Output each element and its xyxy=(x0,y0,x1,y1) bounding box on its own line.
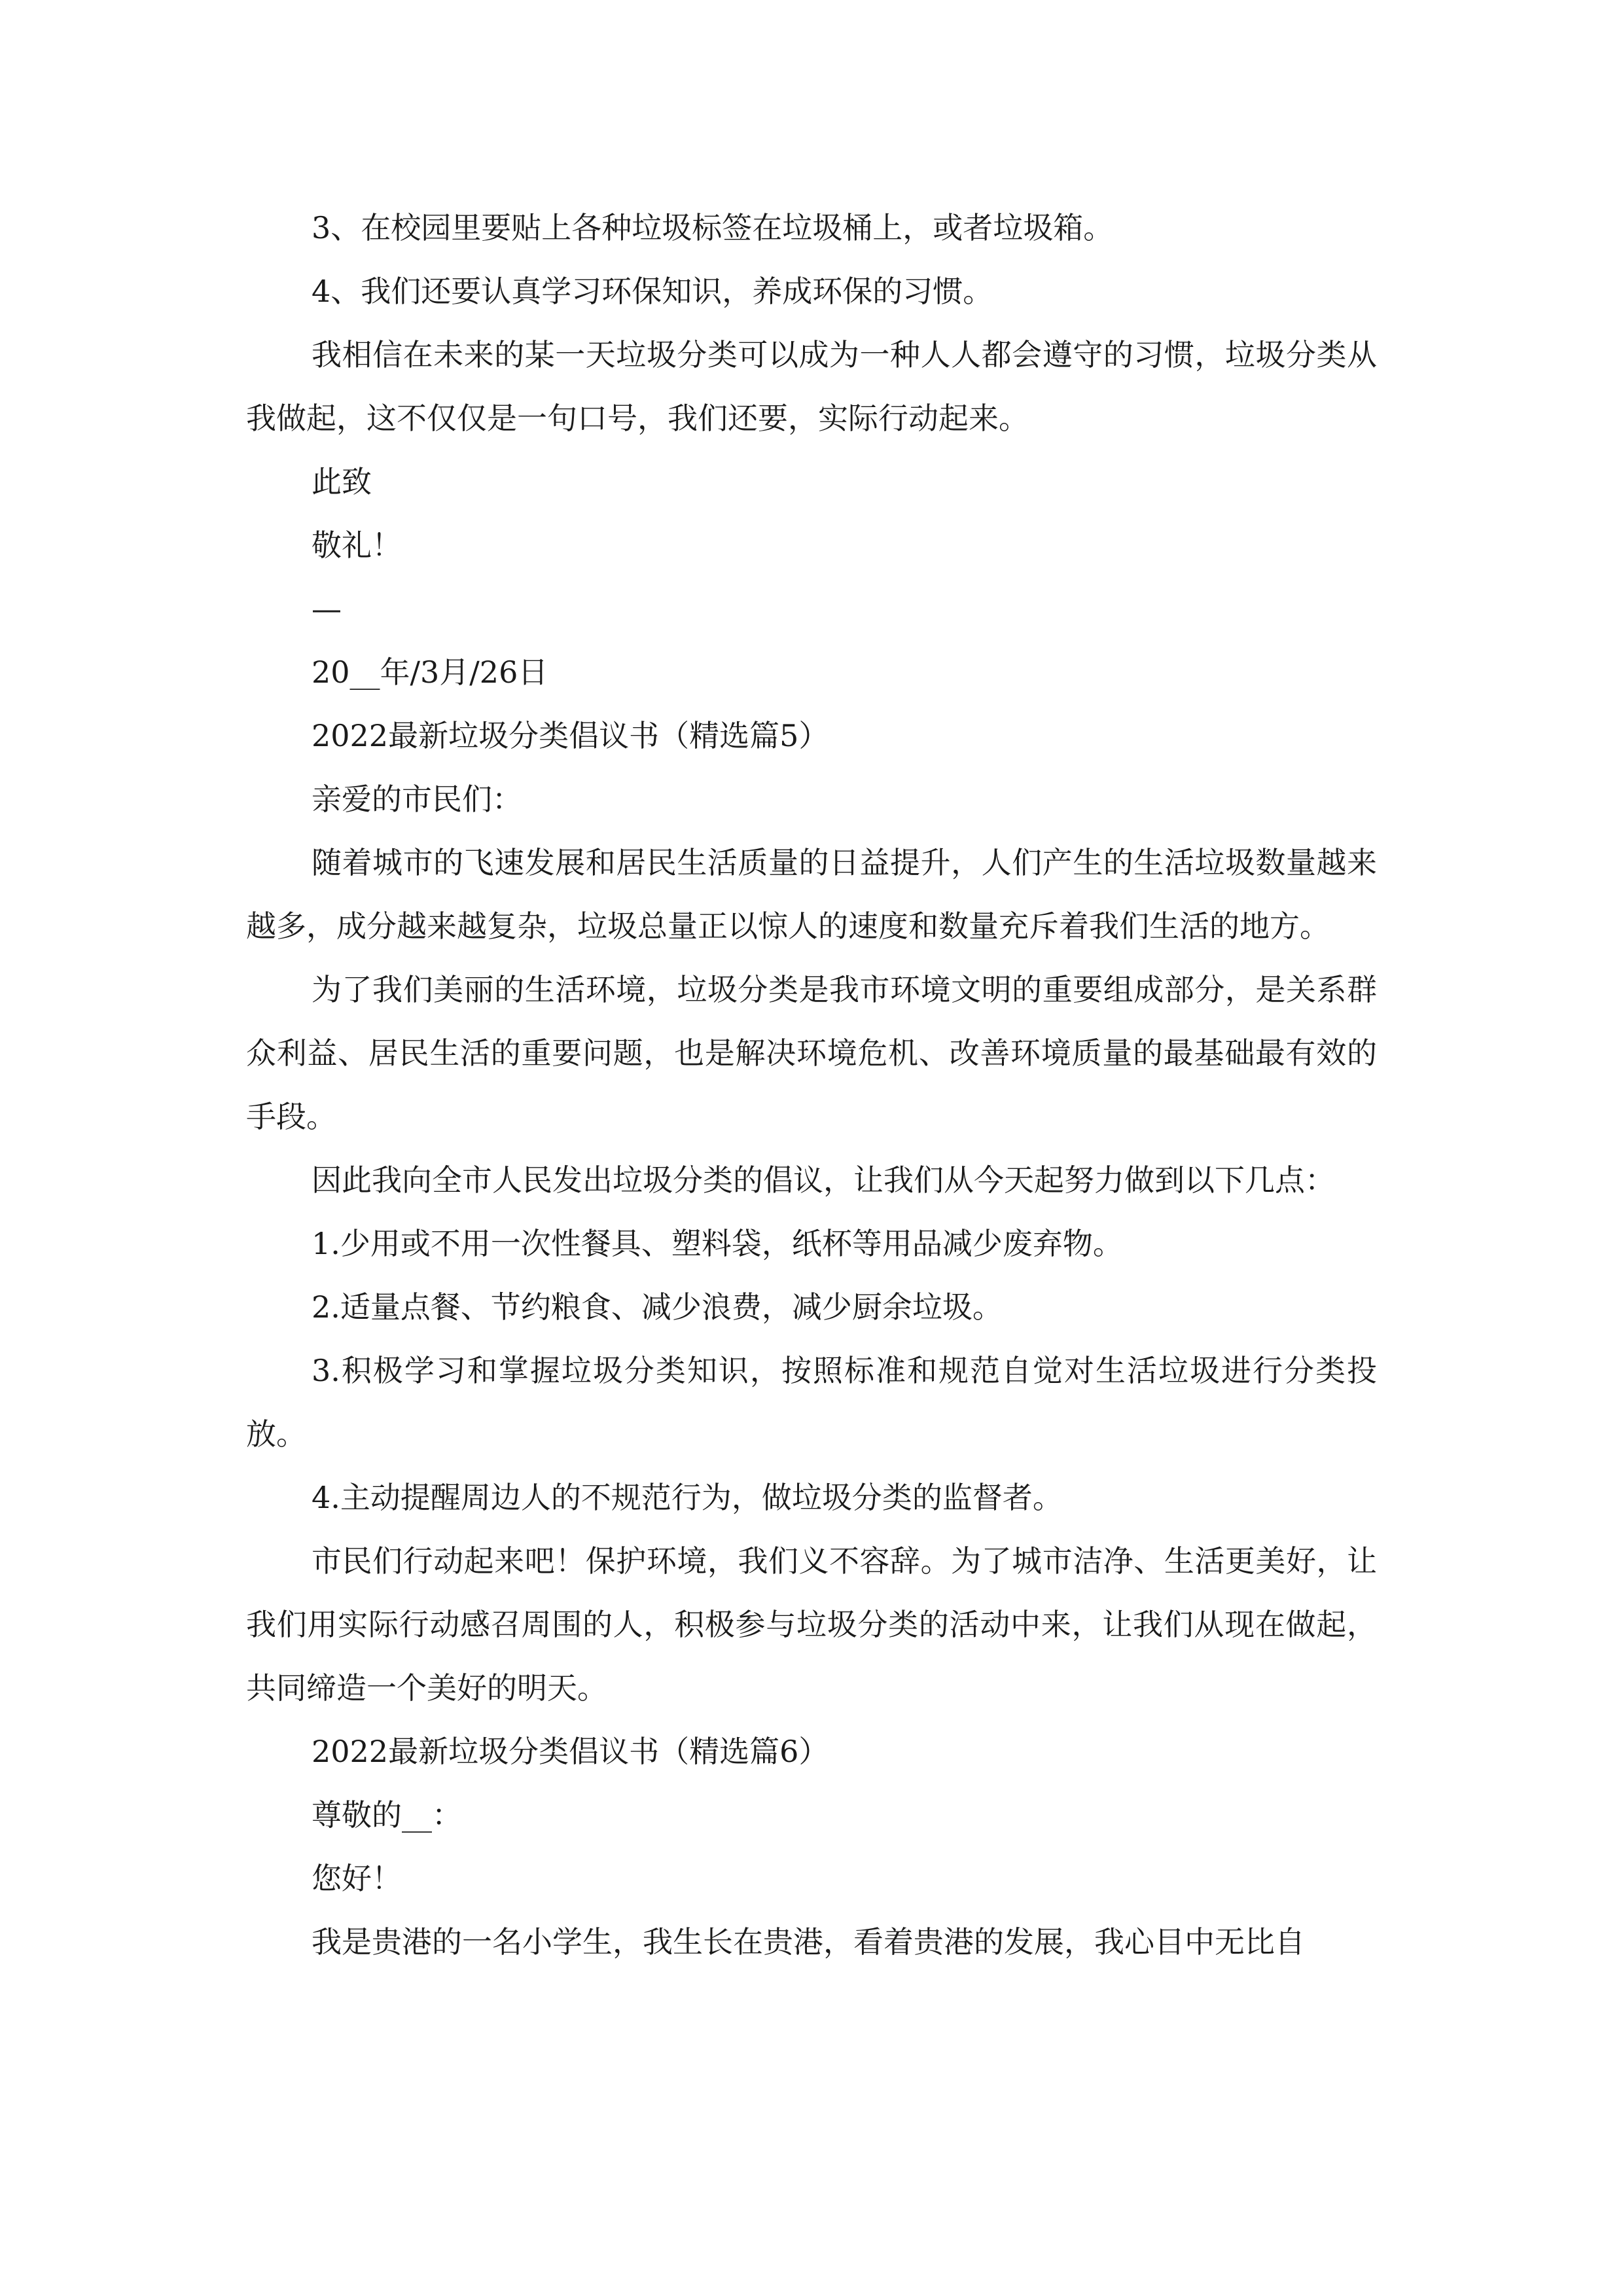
section-5-item-2: 2.适量点餐、节约粮食、减少浪费，减少厨余垃圾。 xyxy=(312,1289,1003,1325)
salutation-jingli: 敬礼！ xyxy=(312,528,402,563)
section-6-greeting: 尊敬的__： xyxy=(312,1797,462,1833)
salutation-cizhi: 此致 xyxy=(312,464,372,499)
section-6-title: 2022最新垃圾分类倡议书（精选篇6） xyxy=(312,1734,829,1769)
section-5-paragraph-2: 为了我们美丽的生活环境，垃圾分类是我市环境文明的重要组成部分，是关系群众利益、居民生活的重要问题，也是解决环境危机、改善环境质量的最基础最有效的手段。 xyxy=(246,972,1377,1134)
section-5-item-4: 4.主动提醒周边人的不规范行为，做垃圾分类的监督者。 xyxy=(312,1480,1063,1515)
section-5-greeting: 亲爱的市民们： xyxy=(312,781,522,817)
list-item-3: 3、在校园里要贴上各种垃圾标签在垃圾桶上，或者垃圾箱。 xyxy=(312,210,1114,245)
section-5-paragraph-3: 因此我向全市人民发出垃圾分类的倡议，让我们从今天起努力做到以下几点： xyxy=(312,1162,1335,1198)
section-5-item-1: 1.少用或不用一次性餐具、塑料袋，纸杯等用品减少废弃物。 xyxy=(312,1226,1123,1261)
list-item-4: 4、我们还要认真学习环保知识，养成环保的习惯。 xyxy=(312,274,993,309)
closing-paragraph: 我相信在未来的某一天垃圾分类可以成为一种人人都会遵守的习惯，垃圾分类从我做起，这不仅仅是一句口号，我们还要，实际行动起来。 xyxy=(246,337,1377,436)
date: 20__年/3月/26日 xyxy=(312,655,548,690)
document-page xyxy=(246,196,1377,1974)
section-5-item-3: 3.积极学习和掌握垃圾分类知识，按照标准和规范自觉对生活垃圾进行分类投放。 xyxy=(246,1353,1377,1452)
section-6-hello: 您好！ xyxy=(312,1861,402,1896)
signature: — xyxy=(312,591,342,626)
section-5-title: 2022最新垃圾分类倡议书（精选篇5） xyxy=(312,718,829,753)
section-6-paragraph-1: 我是贵港的一名小学生，我生长在贵港，看着贵港的发展，我心目中无比自 xyxy=(312,1924,1305,1960)
section-5-paragraph-4: 市民们行动起来吧！保护环境，我们义不容辞。为了城市洁净、生活更美好，让我们用实际行动感召周围的人，积极参与垃圾分类的活动中来，让我们从现在做起，共同缔造一个美好的明天。 xyxy=(246,1543,1377,1706)
section-5-paragraph-1: 随着城市的飞速发展和居民生活质量的日益提升，人们产生的生活垃圾数量越来越多，成分越来越复杂，垃圾总量正以惊人的速度和数量充斥着我们生活的地方。 xyxy=(246,845,1377,944)
